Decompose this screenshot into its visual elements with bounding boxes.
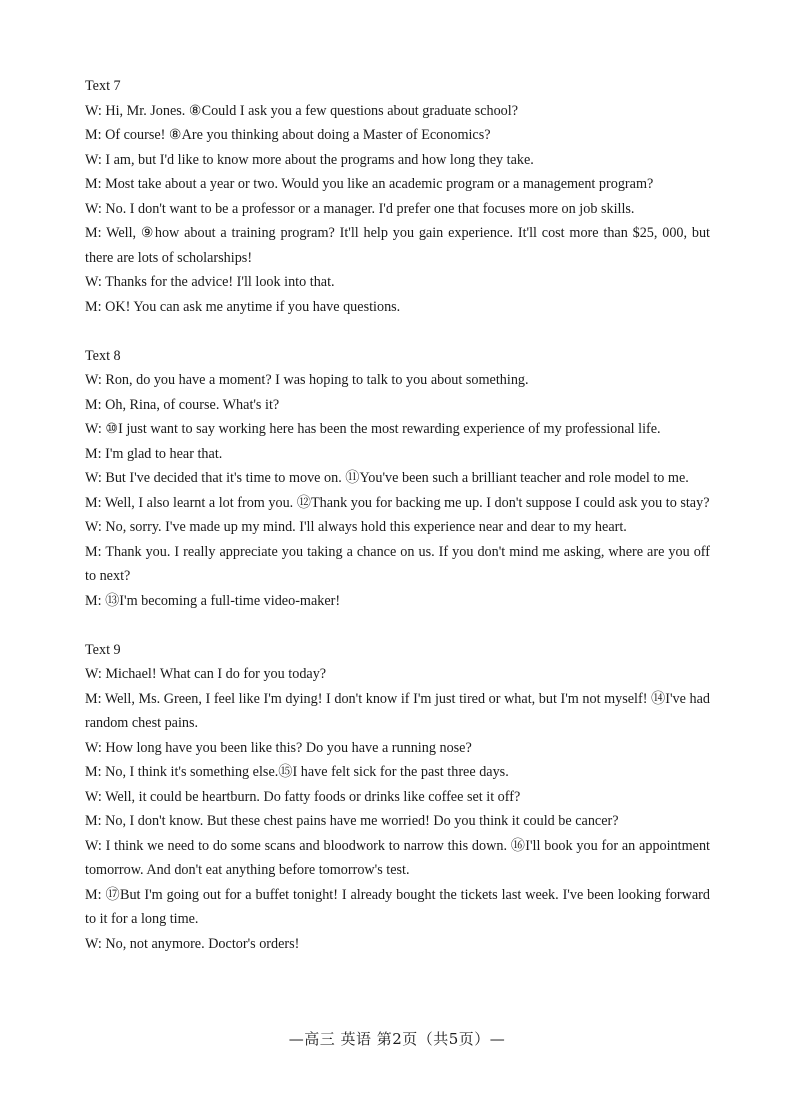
dialogue-line: W: Ron, do you have a moment? I was hoping to talk to you about something. <box>85 372 529 388</box>
dialogue-line: W: But I've decided that it's time to move on. ⑪You've been such a brilliant teacher and role model to me. <box>85 470 689 486</box>
dialogue-line: M: Well, I also learnt a lot from you. ⑫Thank you for backing me up. I don't suppose I could ask you to stay? <box>85 494 710 511</box>
dialogue-line: W: No, sorry. I've made up my mind. I'll always hold this experience near and dear to my heart. <box>85 519 627 535</box>
page-footer: —高三 英语 第2页（共5页）— <box>288 1030 506 1048</box>
dialogue-line: M: Well, Ms. Green, I feel like I'm dying! I don't know if I'm just tired or what, but I'm not myself! ⑭I've had random chest pains. <box>85 690 710 731</box>
dialogue-line: W: Hi, Mr. Jones. ⑧Could I ask you a few questions about graduate school? <box>85 102 519 119</box>
section-heading: Text 7 <box>85 78 121 94</box>
dialogue-line: W: I am, but I'd like to know more about the programs and how long they take. <box>85 151 534 168</box>
page-content <box>85 74 710 956</box>
dialogue-line: M: ⑰But I'm going out for a buffet tonight! I already bought the tickets last week. I've been looking forward to it for a long time. <box>85 886 710 927</box>
dialogue-line: M: ⑬I'm becoming a full-time video-maker! <box>85 592 341 609</box>
dialogue-line: M: Thank you. I really appreciate you taking a chance on us. If you don't mind me asking, where are you off to next? <box>85 543 710 584</box>
dialogue-line: W: Michael! What can I do for you today? <box>85 666 327 682</box>
dialogue-line: W: I think we need to do some scans and bloodwork to narrow this down. ⑯I'll book you for an appointment tomorrow. And don't eat anything before tomorrow's test. <box>85 837 710 878</box>
section-heading: Text 9 <box>85 641 121 658</box>
dialogue-line: M: Of course! ⑧Are you thinking about doing a Master of Economics? <box>85 127 491 143</box>
dialogue-line: W: ⑩I just want to say working here has been the most rewarding experience of my professional life. <box>85 421 661 437</box>
dialogue-line: M: I'm glad to hear that. <box>85 445 223 462</box>
dialogue-line: M: Most take about a year or two. Would you like an academic program or a management program? <box>85 176 654 192</box>
dialogue-line: M: Well, ⑨how about a training program? It'll help you gain experience. It'll cost more than $25, 000, but there are lots of scholarships! <box>85 225 710 266</box>
section-heading: Text 8 <box>85 347 121 364</box>
dialogue-line: W: Well, it could be heartburn. Do fatty foods or drinks like coffee set it off? <box>85 788 521 805</box>
section-text-7 <box>85 74 710 319</box>
section-text-8 <box>85 344 710 614</box>
dialogue-line: M: Oh, Rina, of course. What's it? <box>85 396 280 413</box>
dialogue-line: M: OK! You can ask me anytime if you have questions. <box>85 298 401 315</box>
dialogue-line: W: No, not anymore. Doctor's orders! <box>85 935 300 952</box>
dialogue-line: M: No, I think it's something else.⑮I have felt sick for the past three days. <box>85 764 509 780</box>
section-text-9 <box>85 638 710 957</box>
dialogue-line: W: No. I don't want to be a professor or a manager. I'd prefer one that focuses more on job skills. <box>85 200 635 217</box>
dialogue-line: M: No, I don't know. But these chest pains have me worried! Do you think it could be cancer? <box>85 813 619 829</box>
dialogue-line: W: Thanks for the advice! I'll look into that. <box>85 274 335 290</box>
dialogue-line: W: How long have you been like this? Do you have a running nose? <box>85 739 472 756</box>
